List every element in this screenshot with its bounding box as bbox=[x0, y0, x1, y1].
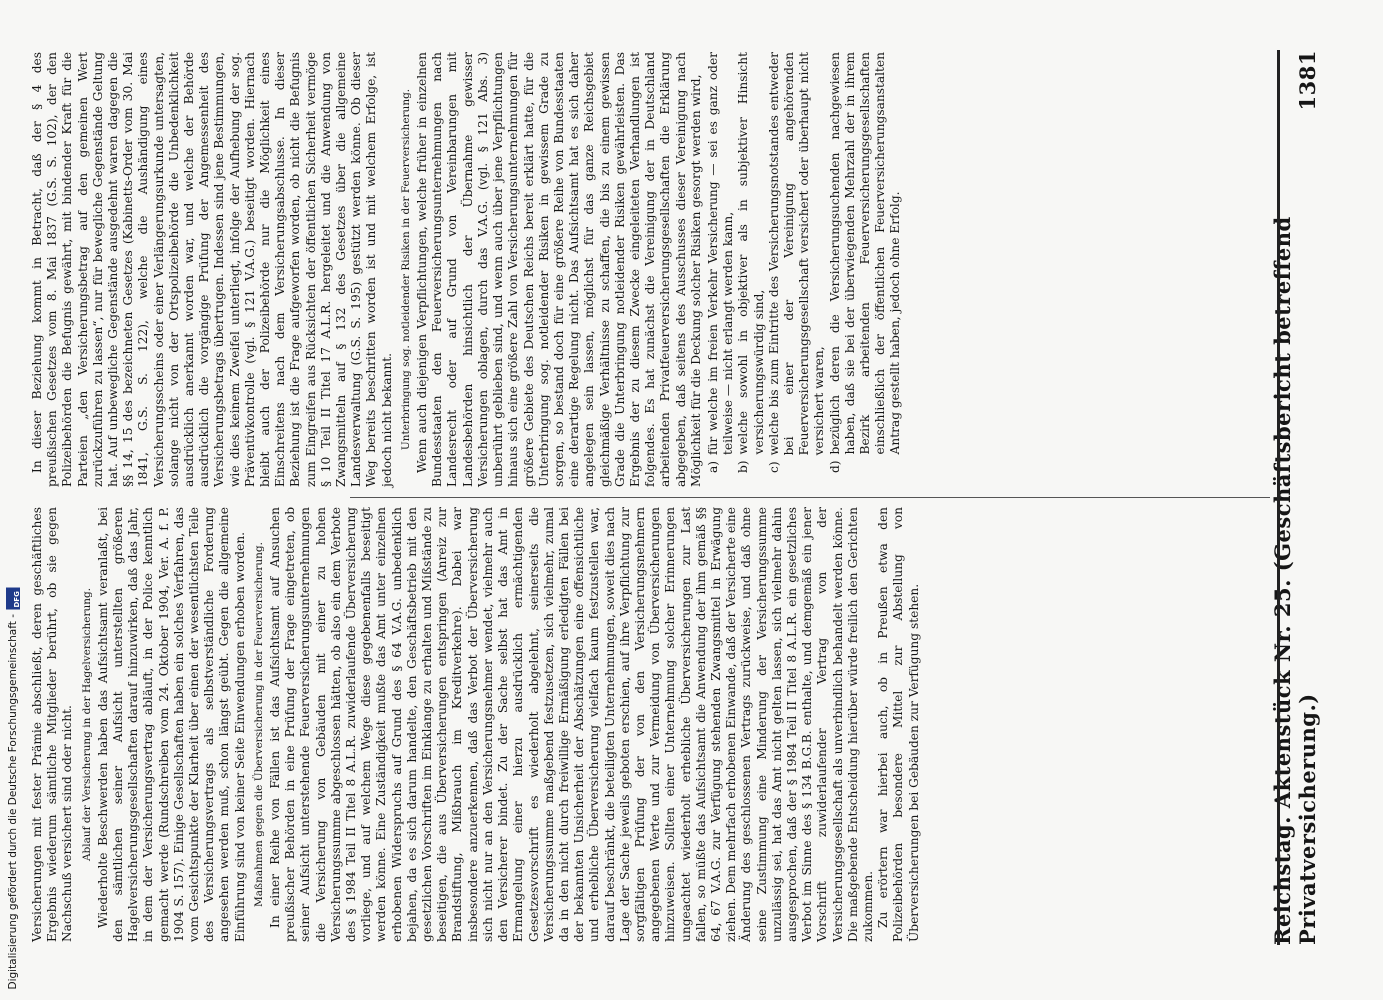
list-marker: d) bbox=[827, 460, 842, 473]
list-marker: b) bbox=[736, 460, 751, 473]
list-item bbox=[828, 52, 904, 487]
footer-credit bbox=[6, 588, 20, 990]
right-column bbox=[30, 52, 904, 487]
left-subhead-1: Ablauf der Versicherung in der Hagelversicherung. bbox=[80, 587, 93, 862]
list-item bbox=[706, 52, 736, 487]
conditions-list bbox=[706, 52, 904, 487]
left-paragraph-4: Zu erörtern war hierbei auch, ob in Preußen etwa den Polizeibehörden besondere Mittel zur Abstellung von Überversicherungen bei Gebäuden zur Verfügung stehen. bbox=[876, 507, 921, 942]
page-number: 1381 bbox=[1295, 50, 1320, 111]
left-paragraph-3: In einer Reihe von Fällen ist das Aufsichtsamt auf Ansuchen preußischer Behörden in eine Prüfung der Frage eingetreten, ob seiner Aufsicht unterstehende Feuerversicherungsunternehmungen die Versicherung von Gebäuden mit einer zu hohen Versicherungssumme abgeschlossen hätten, ob also ein dem Verbote des § 1984 Teil II Titel 8 A.L.R. zuwiderlaufende Überversicherung vorliege, und auf welchem Wege diese gegebenenfalls beseitigt werden könne. Eine Zuständigkeit mußte das Amt unter einzelnen erhobenen Widerspruchs auf Grund des § 64 V.A.G. unbedenklich bejahen, da es sich darum handelte, den Geschäftsbetrieb mit den gesetzlichen Vorschriften im Einklange zu erhalten und Mißstände zu beseitigen, die aus Überversicherungen entspringen (Anreiz zur Brandstiftung, Mißbrauch im Kreditverkehre). Dabei war insbesondere anzuerkennen, daß das Verbot der Überversicherung sich nicht nur an den Versicherungsnehmer wendet, vielmehr auch den Versicherer bindet. Zu der Sache selbst hat das Amt in Ermangelung einer hierzu ausdrücklich ermächtigenden Gesetzesvorschrift es wiederholt abgelehnt, seinerseits die Versicherungssumme maßgebend festzusetzen, sich vielmehr, zumal da in den nicht durch freiwillige Ermäßigung erledigten Fällen bei der bekannten Unsicherheit der Abschätzungen eine offensichtliche und erhebliche Überversicherung vielfach kaum festzustellen war, darauf beschränkt, die beteiligten Unternehmungen, soweit dies nach Lage der Sache jeweils geboten erschien, auf ihre Verpflichtung zur sorgfältigen Prüfung der von den Versicherungsnehmern angegebenen Werte und zur Vermeidung von Überversicherungen hinzuweisen. Sollten einer Unternehmung solcher Erinnerungen ungeachtet wiederholt erhebliche Überversicherungen zur Last fallen, so müßte das Aufsichtsamt die Anwendung der ihm gemäß §§ 64, 67 V.A.G. zur Verfügung stehenden Zwangsmittel in Erwägung ziehen. Dem mehrfach erhobenen Einwande, daß der Versicherte eine Änderung des geschlossenen Vertrags zurückweise, und daß ohne seine Zustimmung eine Minderung der Versicherungssumme unzulässig sei, hat das Amt nicht gelten lassen, sich vielmehr dahin ausgesprochen, daß der § 1984 Teil II Titel 8 A.L.R. ein gesetzliches Verbot im Sinne des § 134 B.G.B. enthalte, und demgemäß ein jener Vorschrift zuwiderlaufender Vertrag von der Versicherungsgesellschaft als unverbindlich behandelt werden könne. Die maßgebende Entscheidung hierüber würde freilich den Gerichten zukommen. bbox=[268, 507, 875, 942]
list-text: bezüglich deren die Versicherungsuchenden nachgewiesen haben, daß sie bei der überwiegenden Mehrzahl der in ihrem Bezirk arbeitenden Feuerversicherungsgesellschaften einschließlich der öffentlichen Feuerversicherungsanstalten Antrag gestellt haben, jedoch ohne Erfolg. bbox=[827, 52, 903, 455]
left-subhead-2: Maßnahmen gegen die Überversicherung in der Feuerversicherung. bbox=[252, 542, 265, 907]
list-text: welche bis zum Eintritte des Versicherungsnotstandes entweder bei einer der Vereinigung angehörenden Feuerversicherungsgesellschaft versichert oder überhaupt nicht versichert waren, bbox=[766, 52, 827, 456]
list-marker: a) bbox=[705, 460, 720, 473]
right-paragraph-1: In dieser Beziehung kommt in Betracht, daß der § 4 des preußischen Gesetzes vom 8. Mai 1837 (G.S. S. 102), der den Polizeibehörden die Befugnis gewährt, mit bindender Kraft für die Parteien „den Versicherungsbetrag auf den gemeinen Wert zurückzuführen zu lassen“, nur für bewegliche Gegenstände Geltung hat. Auf unbewegliche Gegenstände ausgedehnt waren dagegen die §§ 14, 15 des bezeichneten Gesetzes (Kabinetts-Order vom 30. Mai 1841, G.S. S. 122), welche die Aushändigung eines Versicherungsscheins oder einer Verlängerungsurkunde untersagten, solange nicht von der Ortspolizeibehörde die Unbedenklichkeit ausdrücklich anerkannt worden war, und welche der Behörde ausdrücklich die vorgängige Prüfung der Angemessenheit des Versicherungsbetrags übertrugen. Indessen sind jene Bestimmungen, wie dies keinem Zweifel unterliegt, infolge der Aufhebung der sog. Präventivkontrolle (vgl. § 121 V.A.G.) beseitigt worden. Hiernach bleibt auch der Polizeibehörde nur die Möglichkeit eines Einschreitens nach dem Versicherungsabschlusse. In dieser Beziehung ist die Frage aufgeworfen worden, ob nicht die Befugnis zum Eingreifen aus Rücksichten der öffentlichen Sicherheit vermöge § 10 Teil II Titel 17 A.L.R. hergeleitet und die Anwendung von Zwangsmitteln auf § 132 des Gesetzes über die allgemeine Landesverwaltung (G.S. S. 195) gestützt werden könne. Ob dieser Weg bereits beschritten worden ist und mit welchem Erfolge, ist jedoch nicht bekannt. bbox=[30, 52, 394, 487]
left-column bbox=[30, 507, 922, 942]
right-subhead: Unterbringung sog. notleidender Risiken in der Feuerversicherung. bbox=[399, 88, 412, 451]
footer-text: Digitalisierung gefördert durch die Deutsche Forschungsgemeinschaft - bbox=[7, 614, 19, 990]
list-item bbox=[767, 52, 828, 487]
dfg-logo-icon: DFG bbox=[6, 588, 20, 610]
left-paragraph-1: Versicherungen mit fester Prämie abschließt, deren geschäftliches Ergebnis wiederum sämtliche Mitglieder berührt, ob sie gegen Nachschuß versichert sind oder nicht. bbox=[30, 507, 75, 942]
header-title: Reichstag. Aktenstück Nr. 25. (Geschäftsbericht betreffend Privatversicherung.) bbox=[1270, 216, 1320, 945]
list-item bbox=[736, 52, 766, 487]
footer-strip bbox=[0, 0, 40, 1000]
right-paragraph-2: Wenn auch diejenigen Verpflichtungen, welche früher in einzelnen Bundesstaaten den Feuerversicherungsunternehmungen nach Landesrecht oder auf Grund von Vereinbarungen mit Landesbehörden hinsichtlich der Übernahme gewisser Versicherungen oblagen, durch das V.A.G. (vgl. § 121 Abs. 3) unberührt geblieben sind, und wenn auch über jene Verpflichtungen hinaus sich eine größere Zahl von Versicherungsunternehmungen für größere Gebiete des Deutschen Reichs bereit erklärt hatte, für die Unterbringung sog. notleidender Risiken in gewissem Grade zu sorgen, so bestand doch für eine größere Reihe von Bundesstaaten eine derartige Regelung nicht. Das Aufsichtsamt hat es sich daher angelegen sein lassen, möglichst für das ganze Reichsgebiet gleichmäßige Verhältnisse zu schaffen, die bis zu einem gewissen Grade die Unterbringung notleidender Risiken gewährleisten. Das Ergebnis der zu diesem Zwecke eingeleiteten Verhandlungen ist folgendes. Es hat zunächst die Vereinigung der in Deutschland arbeitenden Privatfeuerversicherungsgesellschaften die Erklärung abgegeben, daß seitens des Ausschusses dieser Vereinigung nach Möglichkeit für die Deckung solcher Risiken gesorgt werden wird, bbox=[415, 52, 703, 487]
list-text: für welche im freien Verkehr Versicherung — sei es ganz oder teilweise — nicht erlangt werden kann, bbox=[705, 52, 736, 455]
list-text: welche sowohl in objektiver als in subjektiver Hinsicht versicherungswürdig sind, bbox=[736, 52, 766, 455]
left-paragraph-2: Wiederholte Beschwerden haben das Aufsichtsamt veranlaßt, bei den sämtlichen seiner Aufsicht unterstellten größeren Hagelversicherungsgesellschaften darauf hinzuwirken, daß das Jahr, in dem der Versicherungsvertrag abläuft, in der Police kenntlich gemacht werde (Rundschreiben vom 24. Oktober 1904, Ver. A. f. P. 1904 S. 157). Einige Gesellschaften haben ein solches Verfahren, das vom Gesichtspunkte der Klarheit über einen der wesentlichsten Teile des Versicherungsvertrags als selbstverständliche Forderung angesehen werden muß, schon längst geübt. Gegen die allgemeine Einführung sind von keiner Seite Einwendungen erhoben worden. bbox=[95, 507, 247, 942]
list-marker: c) bbox=[766, 461, 781, 473]
